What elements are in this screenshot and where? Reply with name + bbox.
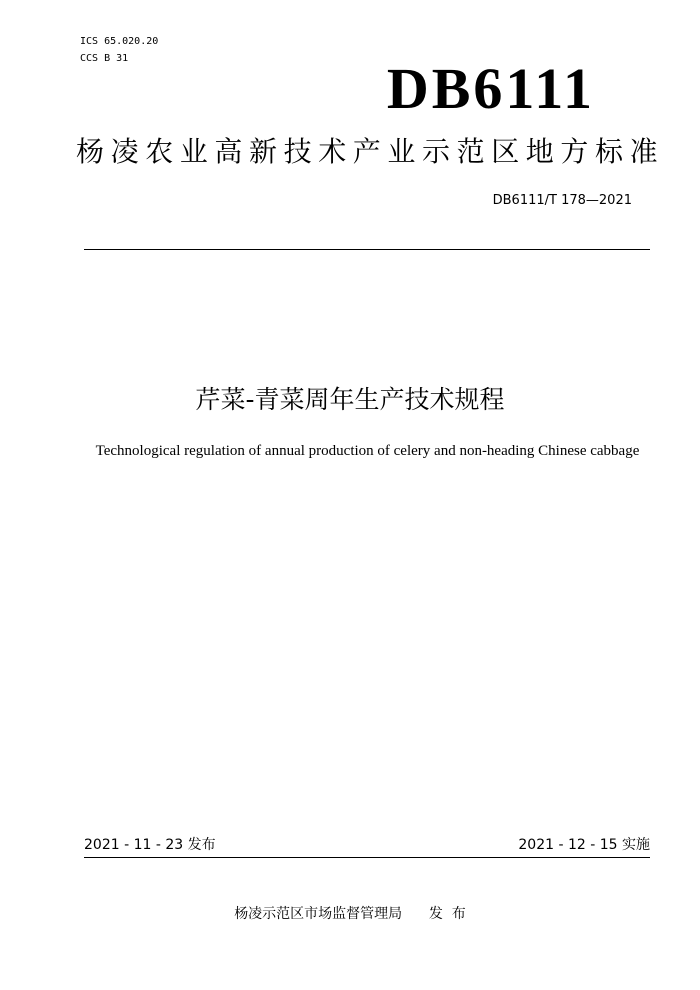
- ics-code: ICS 65.020.20: [80, 36, 159, 47]
- bottom-divider: [84, 857, 650, 858]
- ccs-code: CCS B 31: [80, 53, 129, 64]
- implementation-date: 2021 - 12 - 15 实施: [518, 837, 650, 853]
- standard-number: DB6111/T 178—2021: [492, 193, 632, 208]
- document-title-english: Technological regulation of annual production of celery and non-heading Chinese cabbage: [95, 443, 640, 459]
- standard-authority-title: 杨凌农业高新技术产业示范区地方标准: [76, 135, 665, 168]
- standard-code-heading: DB6111: [386, 56, 595, 121]
- document-title-chinese: 芹菜-青菜周年生产技术规程: [195, 385, 505, 414]
- issuing-authority: 杨凌示范区市场监督管理局 发 布: [234, 906, 466, 922]
- issue-date: 2021 - 11 - 23 发布: [84, 837, 216, 853]
- top-divider: [84, 249, 650, 250]
